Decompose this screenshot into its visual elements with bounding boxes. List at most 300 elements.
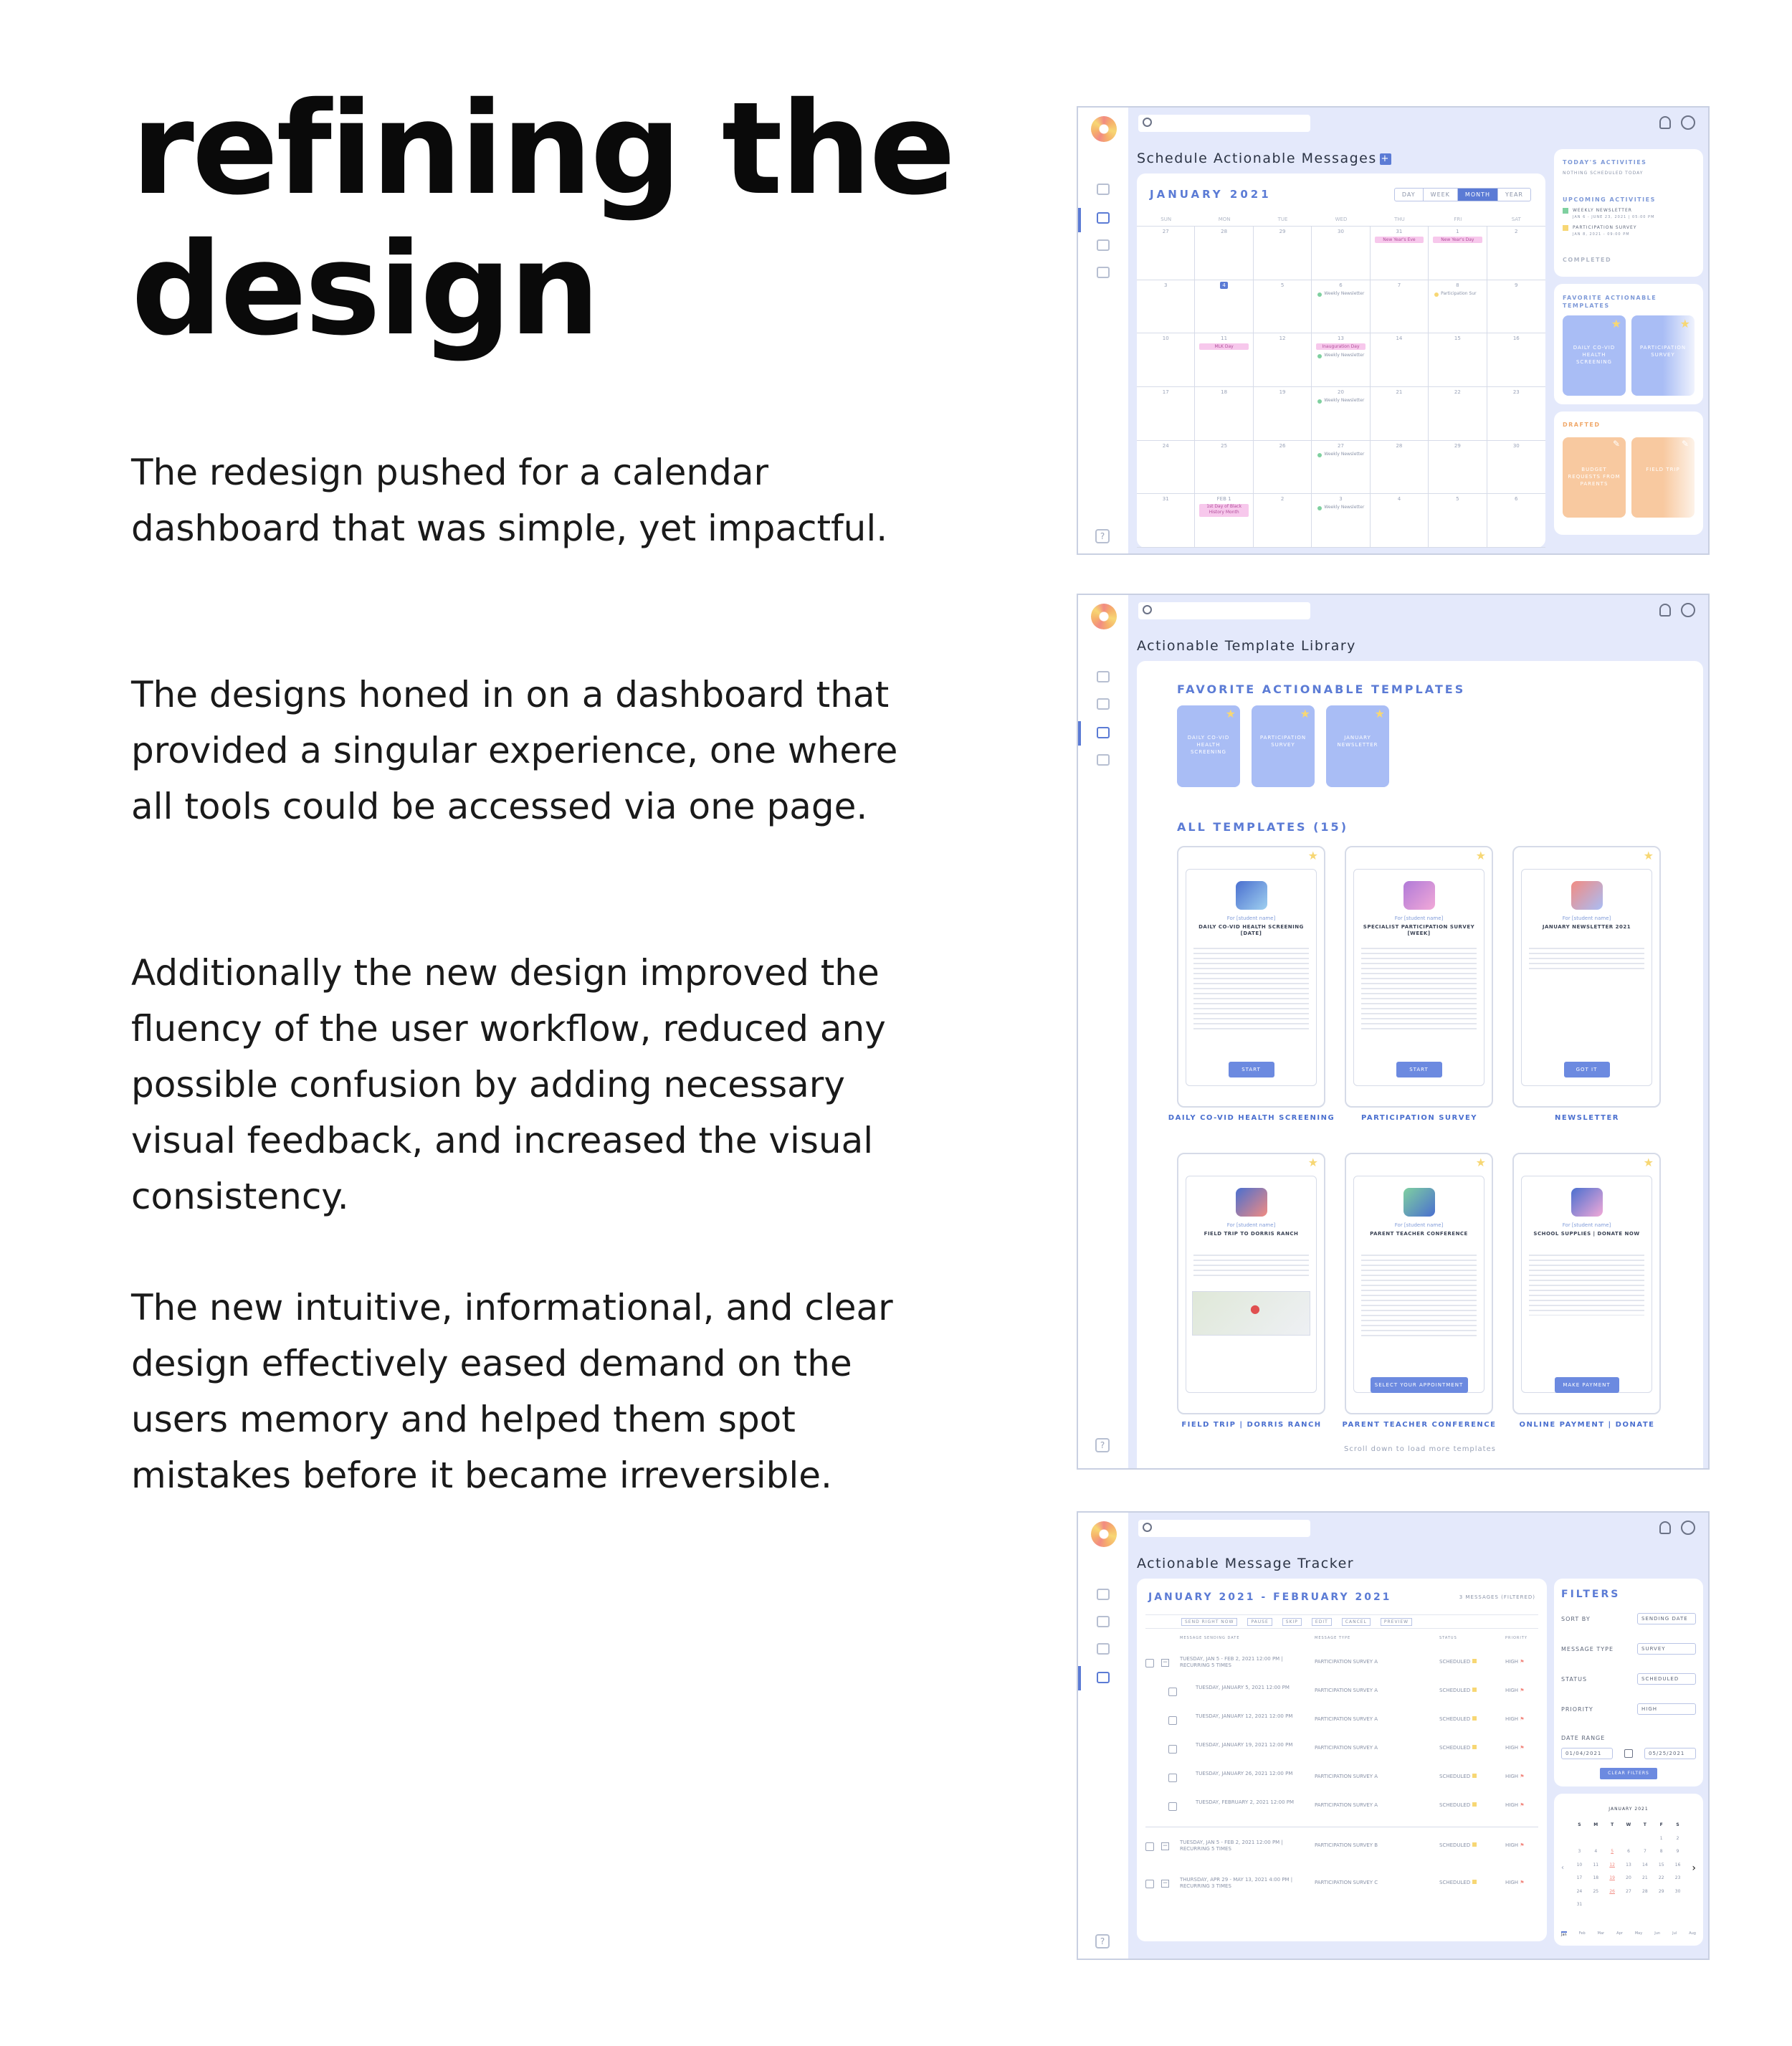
mini-day[interactable]: 19 — [1609, 1875, 1615, 1881]
weekday-header: TUE — [1254, 217, 1312, 227]
calendar-day[interactable] — [1371, 494, 1429, 548]
day-number: 12 — [1279, 336, 1286, 342]
table-row[interactable] — [1145, 1708, 1538, 1736]
day-number: 13 — [1338, 336, 1344, 342]
calendar-day[interactable] — [1254, 494, 1312, 548]
page-title: Actionable Message Tracker — [1137, 1556, 1355, 1571]
calendar-icon[interactable] — [1097, 1616, 1110, 1627]
row-status — [1439, 1842, 1477, 1848]
month-tab[interactable]: Jun — [1654, 1931, 1661, 1936]
template-illustration — [1236, 1188, 1267, 1217]
bell-icon[interactable] — [1659, 1521, 1671, 1534]
row-date: TUESDAY, JANUARY 19, 2021 12:00 PM — [1196, 1742, 1293, 1748]
template-for-label: For [student name] — [1394, 1222, 1444, 1228]
pencil-icon: ✎ — [1681, 439, 1689, 449]
star-icon: ★ — [1679, 317, 1690, 330]
status-select[interactable]: SCHEDULED — [1637, 1673, 1696, 1685]
mini-day[interactable]: 28 — [1642, 1888, 1648, 1894]
favorite-templates-label: FAVORITE ACTIONABLE TEMPLATES — [1563, 295, 1657, 309]
calendar-day[interactable] — [1195, 280, 1253, 334]
template-body-text — [1193, 944, 1309, 1030]
calendar-day[interactable] — [1487, 494, 1545, 548]
calendar-card — [1137, 173, 1545, 548]
row-status — [1439, 1880, 1477, 1885]
mini-day[interactable]: 4 — [1594, 1849, 1598, 1855]
month-tab[interactable]: Mar — [1597, 1931, 1605, 1936]
month-tab[interactable]: Feb — [1578, 1931, 1586, 1936]
mini-day[interactable]: 3 — [1578, 1849, 1581, 1855]
activities-card — [1554, 149, 1703, 277]
favorite-tile-label: DAILY CO-VID HEALTH SCREENING — [1187, 735, 1230, 755]
mini-day[interactable]: 27 — [1626, 1888, 1631, 1894]
day-number: 27 — [1162, 229, 1169, 234]
date-range-label: DATE RANGE — [1561, 1735, 1606, 1741]
calendar-icon[interactable] — [1624, 1749, 1633, 1758]
mini-day[interactable]: 25 — [1593, 1888, 1599, 1894]
priority-text: HIGH — [1505, 1880, 1519, 1885]
template-icon[interactable] — [1097, 727, 1110, 738]
sort-by-select[interactable]: SENDING DATE — [1637, 1613, 1696, 1624]
mini-day[interactable]: 24 — [1576, 1888, 1583, 1894]
calendar-icon[interactable] — [1097, 212, 1110, 224]
bell-icon[interactable] — [1659, 604, 1671, 617]
template-for-label: For [student name] — [1394, 915, 1444, 921]
mini-day[interactable]: 22 — [1658, 1875, 1664, 1881]
row-priority — [1505, 1842, 1525, 1848]
day-number: 28 — [1396, 442, 1403, 449]
calendar-day[interactable] — [1487, 441, 1545, 495]
mini-day[interactable]: 1 — [1659, 1835, 1663, 1841]
tracker-icon[interactable] — [1097, 754, 1110, 766]
tracker-icon[interactable] — [1097, 267, 1110, 278]
message-type-label: MESSAGE TYPE — [1561, 1646, 1614, 1652]
drafted-label: DRAFTED — [1563, 422, 1601, 428]
search-input[interactable] — [1138, 115, 1310, 132]
prev-month-icon[interactable]: ‹ — [1561, 1864, 1564, 1872]
day-number: 31 — [1162, 496, 1169, 503]
calendar-day[interactable] — [1429, 441, 1487, 495]
calendar-day[interactable] — [1371, 441, 1429, 495]
day-number: 21 — [1396, 389, 1403, 395]
day-number: 18 — [1221, 389, 1228, 395]
row-checkbox[interactable] — [1168, 1745, 1177, 1754]
nav-rail — [1078, 595, 1128, 1468]
day-number: 19 — [1279, 389, 1286, 395]
calendar-event[interactable]: Weekly Newsletter — [1324, 505, 1365, 510]
day-number: 28 — [1221, 229, 1228, 234]
template-action-button[interactable]: MAKE PAYMENT — [1555, 1377, 1619, 1393]
calendar-day[interactable] — [1137, 280, 1195, 334]
help-icon[interactable]: ? — [1095, 529, 1110, 543]
weekday-header: SUN — [1137, 217, 1195, 227]
row-checkbox[interactable] — [1168, 1716, 1177, 1725]
tracker-icon[interactable] — [1097, 1672, 1110, 1683]
add-icon[interactable] — [1097, 184, 1110, 195]
calendar-event[interactable]: 1st Day of Black History Month — [1199, 504, 1248, 517]
day-number: 7 — [1397, 282, 1401, 288]
calendar-day[interactable] — [1195, 227, 1253, 280]
calendar-day[interactable] — [1429, 333, 1487, 387]
mini-day[interactable]: 7 — [1643, 1849, 1646, 1855]
calendar-event[interactable]: Participation Sur — [1441, 290, 1477, 296]
upcoming-item-1[interactable]: WEEKLY NEWSLETTER — [1573, 208, 1632, 213]
flag-icon: ⚑ — [1520, 1774, 1525, 1779]
add-icon[interactable] — [1097, 671, 1110, 682]
search-icon — [1143, 1523, 1152, 1532]
template-illustration — [1571, 881, 1603, 910]
calendar-event[interactable]: MLK Day — [1199, 343, 1248, 350]
account-icon[interactable] — [1681, 115, 1695, 130]
priority-text: HIGH — [1505, 1802, 1519, 1808]
day-number: 23 — [1512, 389, 1520, 395]
template-action-button[interactable]: START — [1229, 1062, 1274, 1077]
calendar-day[interactable] — [1487, 280, 1545, 334]
calendar-day[interactable] — [1137, 441, 1195, 495]
flag-icon: ⚑ — [1520, 1745, 1525, 1751]
add-message-button[interactable]: + — [1381, 153, 1390, 164]
row-checkbox[interactable] — [1168, 1688, 1177, 1696]
calendar-event[interactable]: New Year's Eve — [1375, 237, 1424, 243]
template-name: DAILY CO-VID HEALTH SCREENING — [1168, 1114, 1335, 1122]
expand-icon[interactable]: − — [1162, 1880, 1168, 1887]
cancel-button[interactable]: CANCEL — [1342, 1618, 1371, 1626]
row-priority — [1505, 1659, 1525, 1665]
calendar-day[interactable] — [1254, 333, 1312, 387]
mini-empty — [1571, 1836, 1588, 1850]
status-text: SCHEDULED — [1439, 1716, 1471, 1722]
template-card[interactable] — [1177, 846, 1325, 1108]
mini-day[interactable]: 15 — [1658, 1862, 1664, 1867]
star-icon: ★ — [1225, 707, 1236, 720]
calendar-event[interactable]: Weekly Newsletter — [1324, 290, 1365, 296]
calendar-day[interactable] — [1195, 333, 1253, 387]
mini-empty — [1588, 1836, 1604, 1850]
mini-day[interactable]: 8 — [1659, 1849, 1663, 1855]
calendar-day[interactable] — [1371, 280, 1429, 334]
mini-day[interactable]: 16 — [1674, 1862, 1681, 1867]
column-type: MESSAGE TYPE — [1315, 1636, 1351, 1640]
day-number: 3 — [1339, 496, 1343, 503]
mini-weekday: T — [1611, 1822, 1614, 1827]
calendar-day[interactable] — [1254, 227, 1312, 280]
calendar-day[interactable] — [1254, 387, 1312, 441]
paragraph-3: Additionally the new design improved the fluency of the user workflow, reduced any possible confusion by adding necessary visual feedback, and increased the visual consistency. — [131, 952, 886, 1217]
month-tab[interactable]: Jul — [1672, 1931, 1677, 1936]
calendar-day[interactable] — [1312, 494, 1370, 548]
calendar-day[interactable] — [1312, 333, 1370, 387]
mini-day[interactable]: 11 — [1593, 1862, 1599, 1867]
calendar-day[interactable] — [1137, 494, 1195, 548]
mini-day[interactable]: 29 — [1658, 1888, 1664, 1894]
event-dot — [1434, 292, 1439, 297]
draft-tile-2[interactable] — [1631, 437, 1695, 518]
template-name: ONLINE PAYMENT | DONATE — [1519, 1421, 1655, 1429]
view-week[interactable]: WEEK — [1424, 189, 1458, 201]
row-checkbox[interactable] — [1145, 1659, 1154, 1667]
view-year[interactable]: YEAR — [1505, 191, 1523, 198]
star-icon: ★ — [1475, 849, 1486, 862]
table-row[interactable] — [1145, 1736, 1538, 1765]
row-checkbox[interactable] — [1145, 1880, 1154, 1888]
calendar-icon[interactable] — [1097, 698, 1110, 710]
mini-day[interactable]: 9 — [1676, 1849, 1679, 1855]
calendar-day[interactable] — [1429, 494, 1487, 548]
tracker-range: JANUARY 2021 - FEBRUARY 2021 — [1148, 1591, 1392, 1603]
row-date: TUESDAY, JANUARY 12, 2021 12:00 PM — [1196, 1713, 1293, 1719]
account-icon[interactable] — [1681, 603, 1695, 617]
day-number: 25 — [1221, 442, 1228, 449]
flag-icon: ⚑ — [1520, 1716, 1525, 1722]
row-priority — [1505, 1745, 1525, 1751]
template-illustration — [1236, 881, 1267, 910]
day-number: 5 — [1280, 282, 1285, 288]
event-dot — [1317, 354, 1322, 358]
today-marker: 4 — [1220, 282, 1227, 289]
status-text: SCHEDULED — [1439, 1880, 1471, 1885]
upcoming-item-2[interactable]: PARTICIPATION SURVEY — [1573, 225, 1637, 230]
template-action-button[interactable]: START — [1396, 1062, 1442, 1077]
status-label: STATUS — [1561, 1676, 1588, 1683]
row-status — [1439, 1774, 1477, 1779]
search-icon — [1143, 605, 1152, 614]
day-number: 6 — [1515, 496, 1518, 503]
mini-day[interactable]: 17 — [1576, 1875, 1583, 1881]
table-row[interactable] — [1145, 1650, 1538, 1679]
row-type: PARTICIPATION SURVEY C — [1315, 1880, 1378, 1885]
calendar-day[interactable] — [1195, 387, 1253, 441]
mini-day[interactable]: 2 — [1676, 1835, 1679, 1841]
mini-day[interactable]: 20 — [1626, 1875, 1631, 1881]
favorite-tile-2[interactable] — [1631, 315, 1695, 396]
star-icon: ★ — [1475, 1156, 1486, 1169]
nav-rail — [1078, 108, 1128, 553]
mini-day[interactable]: 21 — [1642, 1875, 1648, 1881]
day-number: 2 — [1280, 496, 1285, 503]
draft-tile-label: FIELD TRIP — [1646, 467, 1680, 472]
view-month[interactable]: MONTH — [1458, 189, 1498, 201]
account-icon[interactable] — [1681, 1521, 1695, 1535]
mini-day[interactable]: 10 — [1576, 1862, 1583, 1867]
table-row[interactable] — [1145, 1794, 1538, 1822]
date-to-input[interactable]: 05/25/2021 — [1644, 1748, 1696, 1759]
pause-button[interactable]: PAUSE — [1247, 1618, 1272, 1626]
calendar-day[interactable] — [1137, 333, 1195, 387]
edit-button[interactable]: EDIT — [1312, 1618, 1332, 1626]
star-icon: ★ — [1611, 317, 1621, 330]
template-name: NEWSLETTER — [1554, 1114, 1620, 1122]
template-card[interactable] — [1177, 1153, 1325, 1414]
favorites-heading: FAVORITE ACTIONABLE TEMPLATES — [1177, 682, 1466, 696]
mini-day[interactable]: 12 — [1609, 1862, 1615, 1867]
template-title: SPECIALIST PARTICIPATION SURVEY [WEEK] — [1363, 924, 1475, 936]
month-tab[interactable]: Apr — [1616, 1931, 1623, 1936]
favorite-tile-1[interactable] — [1563, 315, 1626, 396]
action-toolbar — [1145, 1614, 1538, 1629]
template-card[interactable] — [1345, 1153, 1493, 1414]
row-status — [1439, 1802, 1477, 1808]
top-bar — [1128, 1513, 1708, 1546]
bell-icon[interactable] — [1659, 116, 1671, 129]
template-name: PARENT TEACHER CONFERENCE — [1342, 1421, 1497, 1429]
template-card[interactable] — [1345, 846, 1493, 1108]
template-preview — [1186, 1176, 1317, 1393]
table-row[interactable] — [1145, 1834, 1538, 1862]
help-icon[interactable]: ? — [1095, 1934, 1110, 1949]
flag-icon: ⚑ — [1520, 1688, 1525, 1693]
template-for-label: For [student name] — [1562, 1222, 1611, 1228]
priority-text: HIGH — [1505, 1659, 1519, 1665]
template-name: FIELD TRIP | DORRIS RANCH — [1181, 1421, 1322, 1429]
row-type: PARTICIPATION SURVEY B — [1315, 1842, 1378, 1848]
page-title — [1137, 151, 1391, 166]
calendar-day[interactable] — [1137, 387, 1195, 441]
mini-day[interactable]: 30 — [1674, 1888, 1681, 1894]
upcoming-activities-label: UPCOMING ACTIVITIES — [1563, 196, 1656, 203]
column-status: STATUS — [1439, 1636, 1457, 1640]
row-priority — [1505, 1802, 1525, 1808]
column-priority: PRIORITY — [1505, 1636, 1528, 1640]
message-type-select[interactable]: SURVEY — [1637, 1643, 1696, 1655]
calendar-day[interactable] — [1254, 441, 1312, 495]
favorite-tile-3[interactable] — [1326, 705, 1389, 787]
next-month-icon[interactable]: › — [1692, 1862, 1696, 1874]
pencil-icon: ✎ — [1612, 439, 1620, 449]
table-row[interactable] — [1145, 1765, 1538, 1794]
active-nav-marker — [1078, 721, 1081, 746]
calendar-day[interactable] — [1371, 333, 1429, 387]
row-checkbox[interactable] — [1168, 1774, 1177, 1782]
mini-day[interactable]: 5 — [1611, 1849, 1614, 1855]
status-dot — [1472, 1880, 1477, 1884]
preview-button[interactable]: PREVIEW — [1381, 1618, 1412, 1626]
add-icon[interactable] — [1097, 1589, 1110, 1600]
calendar-event[interactable]: Weekly Newsletter — [1324, 397, 1365, 403]
calendar-day[interactable] — [1312, 441, 1370, 495]
template-icon[interactable] — [1097, 1643, 1110, 1655]
status-dot — [1472, 1716, 1477, 1721]
top-bar — [1128, 595, 1708, 628]
row-type: PARTICIPATION SURVEY A — [1315, 1688, 1378, 1693]
mini-day[interactable]: 26 — [1609, 1888, 1615, 1894]
calendar-event[interactable]: Weekly Newsletter — [1324, 451, 1365, 457]
day-number: 4 — [1397, 496, 1401, 503]
calendar-day[interactable] — [1429, 387, 1487, 441]
row-status — [1439, 1745, 1477, 1751]
tracker-card — [1137, 1579, 1547, 1941]
row-checkbox[interactable] — [1168, 1802, 1177, 1811]
favorite-tile-2[interactable] — [1252, 705, 1315, 787]
calendar-day[interactable] — [1254, 280, 1312, 334]
template-body-text — [1361, 1251, 1477, 1337]
month-tab[interactable]: May — [1634, 1931, 1643, 1936]
calendar-day[interactable] — [1371, 227, 1429, 280]
calendar-day[interactable] — [1195, 494, 1253, 548]
mini-day[interactable]: 18 — [1593, 1875, 1599, 1881]
status-dot — [1472, 1659, 1477, 1663]
status-dot — [1472, 1745, 1477, 1749]
search-input[interactable] — [1138, 1520, 1310, 1537]
clear-filters-button[interactable]: CLEAR FILTERS — [1600, 1768, 1657, 1779]
sort-by-label: SORT BY — [1561, 1616, 1591, 1622]
row-date: TUESDAY, JAN 5 - FEB 2, 2021 12:00 PM | RECURRING 5 TIMES — [1180, 1656, 1283, 1668]
template-action-button[interactable]: GOT IT — [1564, 1062, 1610, 1077]
priority-select[interactable]: HIGH — [1637, 1703, 1696, 1715]
template-title: DAILY CO-VID HEALTH SCREENING [DATE] — [1198, 924, 1304, 936]
row-type: PARTICIPATION SURVEY A — [1315, 1802, 1378, 1808]
calendar-event[interactable]: New Year's Day — [1433, 237, 1482, 243]
logo-icon — [1091, 116, 1117, 142]
calendar-event[interactable]: Inauguration Day — [1316, 343, 1365, 350]
mini-day[interactable]: 14 — [1642, 1862, 1648, 1867]
page-headline: refining the design — [131, 75, 954, 363]
month-tab[interactable]: Aug — [1689, 1931, 1696, 1936]
event-dot — [1317, 292, 1322, 297]
mini-day[interactable]: 31 — [1576, 1902, 1583, 1908]
calendar-day[interactable] — [1312, 227, 1370, 280]
row-date: TUESDAY, FEBRUARY 2, 2021 12:00 PM — [1196, 1799, 1295, 1805]
calendar-day[interactable] — [1429, 227, 1487, 280]
search-input[interactable] — [1138, 602, 1310, 619]
help-icon[interactable]: ? — [1095, 1438, 1110, 1452]
expand-icon[interactable]: − — [1162, 1842, 1168, 1850]
library-mockup — [1077, 594, 1710, 1470]
calendar-day[interactable] — [1312, 387, 1370, 441]
calendar-day[interactable] — [1137, 227, 1195, 280]
send-now-button[interactable]: SEND RIGHT NOW — [1181, 1618, 1237, 1626]
calendar-day[interactable] — [1371, 387, 1429, 441]
template-action-button[interactable]: SELECT YOUR APPOINTMENT — [1371, 1377, 1468, 1393]
mini-day[interactable]: 13 — [1626, 1862, 1631, 1867]
template-card[interactable] — [1512, 1153, 1661, 1414]
view-day[interactable]: DAY — [1395, 189, 1424, 201]
month-tab[interactable]: Jan — [1561, 1933, 1567, 1937]
template-card[interactable] — [1512, 846, 1661, 1108]
calendar-day[interactable] — [1429, 280, 1487, 334]
date-from-input[interactable]: 01/04/2021 — [1561, 1748, 1613, 1759]
calendar-event[interactable]: Weekly Newsletter — [1324, 353, 1365, 358]
filters-title: FILTERS — [1561, 1589, 1621, 1600]
row-type: PARTICIPATION SURVEY A — [1315, 1745, 1378, 1751]
calendar-day[interactable] — [1312, 280, 1370, 334]
skip-button[interactable]: SKIP — [1282, 1618, 1302, 1626]
library-card — [1137, 661, 1703, 1470]
calendar-day[interactable] — [1487, 333, 1545, 387]
template-icon[interactable] — [1097, 239, 1110, 251]
mini-day[interactable]: 6 — [1627, 1849, 1630, 1855]
mini-day[interactable]: 23 — [1674, 1875, 1681, 1881]
calendar-day[interactable] — [1487, 387, 1545, 441]
row-priority — [1505, 1688, 1525, 1693]
expand-icon[interactable]: − — [1162, 1659, 1168, 1666]
calendar-day[interactable] — [1195, 441, 1253, 495]
row-checkbox[interactable] — [1145, 1842, 1154, 1851]
draft-tile-1[interactable] — [1563, 437, 1626, 518]
priority-label: PRIORITY — [1561, 1706, 1593, 1713]
nav-rail — [1078, 1513, 1128, 1959]
star-icon: ★ — [1307, 849, 1318, 862]
table-row[interactable] — [1145, 1871, 1538, 1900]
row-date: TUESDAY, JANUARY 26, 2021 12:00 PM — [1196, 1771, 1293, 1776]
table-row[interactable] — [1145, 1679, 1538, 1708]
favorite-tile-1[interactable] — [1177, 705, 1240, 787]
view-switcher — [1394, 188, 1531, 201]
flag-icon: ⚑ — [1520, 1880, 1525, 1885]
calendar-day[interactable] — [1487, 227, 1545, 280]
mini-weekday: M — [1593, 1822, 1598, 1827]
template-title: JANUARY NEWSLETTER 2021 — [1542, 924, 1631, 930]
row-type: PARTICIPATION SURVEY A — [1315, 1659, 1378, 1665]
template-title: PARENT TEACHER CONFERENCE — [1370, 1231, 1468, 1237]
